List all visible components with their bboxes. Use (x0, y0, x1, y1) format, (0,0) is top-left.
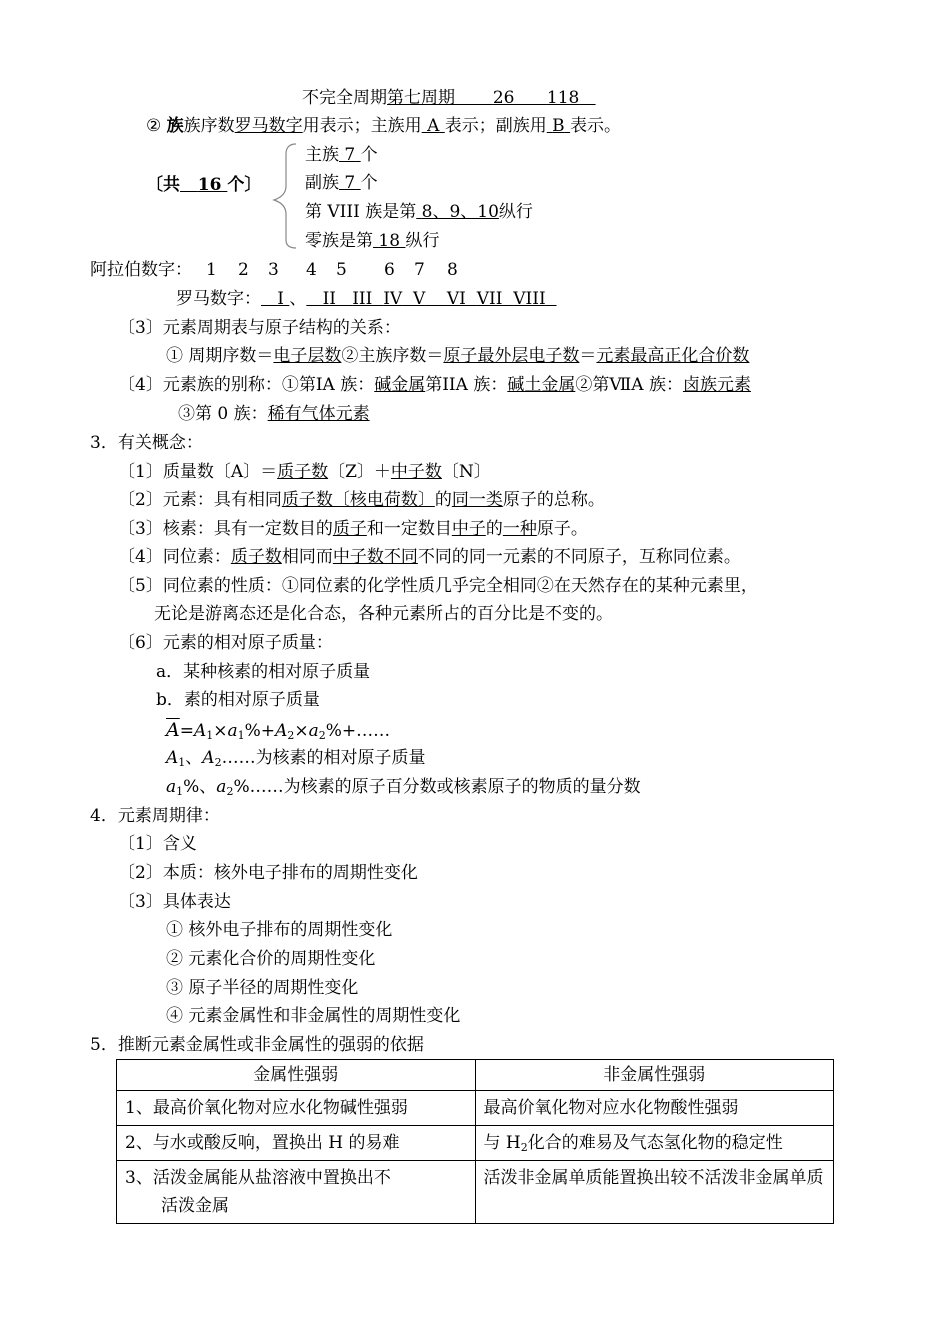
section-4-line-2: ③第 0 族：稀有气体元素 (178, 404, 370, 424)
arabic-num: 1 (206, 260, 217, 280)
table-row (117, 1126, 834, 1161)
metallicity-table (116, 1059, 834, 1224)
table-header: 金属性强弱 (117, 1060, 476, 1091)
arabic-num: 2 (238, 260, 249, 280)
table-header-row (117, 1060, 834, 1091)
table-cell: 3、活泼金属能从盐溶液中置换出不 活泼金属 (117, 1161, 476, 1224)
concept-isotope-properties: 〔5〕同位素的性质：①同位素的化学性质几乎完全相同②在天然存在的某种元素里， (118, 576, 758, 596)
arabic-num: 3 (268, 260, 279, 280)
period-line: 不完全周期第七周期 26 118 (302, 87, 596, 109)
period-underline: 第七周期 26 118 (387, 88, 580, 108)
sub-group-item: 副族 7 个 (305, 173, 378, 193)
periodic-law-title: 4．元素周期律： (90, 806, 220, 826)
table-cell: 活泼非金属单质能置换出较不活泼非金属单质 (475, 1161, 834, 1224)
arabic-numerals: 阿拉伯数字： (90, 260, 192, 280)
concepts-title: 3．有关概念： (90, 433, 203, 453)
group-count-label: 〔共 16 个〕 (146, 175, 262, 195)
concept-nuclide: 〔3〕核素：具有一定数目的质子和一定数目中子的一种原子。 (118, 519, 588, 539)
periodic-law-item: ② 元素化合价的周期性变化 (166, 949, 376, 969)
arabic-num: 8 (447, 260, 458, 280)
concept-element: 〔2〕元素：具有相同质子数〔核电荷数〕的同一类原子的总称。 (118, 490, 605, 510)
group-line: ② 族族序数罗马数字用表示；主族用 A 表示；副族用 B 表示。 (146, 116, 622, 136)
periodic-law-meaning: 〔1〕含义 (118, 834, 197, 854)
section-3-line: ① 周期序数＝电子层数②主族序数＝原子最外层电子数＝元素最高正化合价数 (166, 346, 750, 366)
concept-isotope: 〔4〕同位素：质子数相同而中子数不同不同的同一元素的不同原子，互称同位素。 (118, 547, 741, 567)
formula-desc-a: $A_1$、$A_2\dots\dots$为核素的相对原子质量 (166, 748, 426, 769)
concept-relative-mass-b: b．素的相对原子质量 (156, 690, 320, 710)
section-3-title: 〔3〕元素周期表与原子结构的关系： (118, 318, 401, 338)
table-row (117, 1091, 834, 1126)
formula-desc-b: $a_1\%$、$a_2\%\dots\dots$为核素的原子百分数或核素原子的物质的量分数 (166, 777, 641, 798)
main-group-item: 主族 7 个 (305, 145, 378, 165)
arabic-num: 7 (414, 260, 425, 280)
arabic-num: 5 (336, 260, 347, 280)
concept-mass-number: 〔1〕质量数〔A〕＝质子数〔Z〕＋中子数〔N〕 (118, 462, 491, 482)
periodic-law-item: ④ 元素金属性和非金属性的周期性变化 (166, 1006, 461, 1026)
roman-underline: I (277, 289, 284, 309)
section-4-line: 〔4〕元素族的别称：①第ⅠA 族：碱金属第ⅠIA 族：碱土金属②第ⅦA 族：卤族元素 (118, 375, 751, 395)
table-header: 非金属性强弱 (475, 1060, 834, 1091)
table-cell: 与 $H_2$化合的难易及气态氢化物的稳定性 (475, 1126, 834, 1161)
zero-group-item: 零族是第 18 纵行 (305, 231, 440, 251)
roman-numerals: 罗马数字： I 、 II III IV V VI VII VIII (176, 289, 546, 309)
periodic-law-essence: 〔2〕本质：核外电子排布的周期性变化 (118, 863, 418, 883)
arabic-num: 4 (306, 260, 317, 280)
section-5-title: 5．推断元素金属性或非金属性的强弱的依据 (90, 1035, 424, 1055)
concept-relative-mass-a: a．某种核素的相对原子质量 (156, 662, 371, 682)
group-viii-item: 第 VIII 族是第 8、9、10纵行 (305, 202, 533, 222)
periodic-law-expression: 〔3〕具体表达 (118, 892, 231, 912)
table-cell: 最高价氧化物对应水化物酸性强弱 (475, 1091, 834, 1126)
table-cell: 1、最高价氧化物对应水化物碱性强弱 (117, 1091, 476, 1126)
table-row (117, 1161, 834, 1224)
periodic-law-item: ③ 原子半径的周期性变化 (166, 978, 359, 998)
concept-isotope-properties-2: 无论是游离态还是化合态，各种元素所占的百分比是不变的。 (154, 604, 613, 624)
relative-mass-formula: $\overline{A}=A_1\times a_1\%+A_2\times a_2\%+\dots\dots$ (166, 719, 391, 742)
arabic-num: 6 (384, 260, 395, 280)
concept-relative-mass-title: 〔6〕元素的相对原子质量： (118, 633, 333, 653)
table-cell: 2、与水或酸反响，置换出 H 的易难 (117, 1126, 476, 1161)
periodic-law-item: ① 核外电子排布的周期性变化 (166, 920, 393, 940)
brace-icon (268, 142, 300, 252)
